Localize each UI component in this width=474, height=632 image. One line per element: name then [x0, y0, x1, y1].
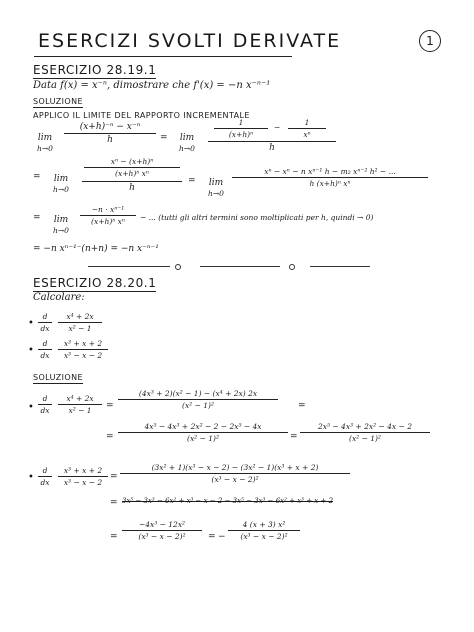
limit-label: lim h→0 — [53, 174, 69, 194]
lim-sub: h→0 — [37, 144, 53, 153]
bullet: • — [28, 402, 34, 413]
step4-denominator: (x+h)ⁿ xⁿ — [91, 217, 125, 226]
step1-denominator: h — [107, 135, 113, 145]
title-underline — [34, 56, 292, 57]
equals-sign: = — [106, 401, 114, 411]
solution-1-fraction: x⁴ + 2x x² − 1 — [58, 394, 102, 415]
limit-label: lim h→0 — [208, 178, 224, 198]
separator-line — [200, 266, 280, 267]
solution-2-step-1: (3x² + 1)(x³ − x − 2) − (3x² − 1)(x³ + x + 2) (x³ − x − 2)² — [120, 463, 350, 484]
page-title: ESERCIZI SVOLTI DERIVATE — [38, 30, 342, 52]
step4-numerator: −n · xⁿ⁻¹ — [91, 205, 125, 214]
minus-sign: − — [218, 532, 226, 542]
solution-2-step-3: −4x³ − 12x² (x³ − x − 2)² — [122, 520, 202, 541]
step3-fraction — [232, 167, 428, 188]
equals-sign: = — [33, 172, 41, 182]
step1b-fraction: 1 (x+h)ⁿ − 1 xⁿ h — [208, 118, 336, 153]
bullet: • — [28, 472, 34, 483]
step2-fraction — [82, 157, 182, 193]
exercise-1-statement: Data f(x) = x⁻ⁿ, dimostrare che f'(x) = −n x⁻ⁿ⁻¹ — [33, 80, 271, 91]
equals-sign: = — [33, 213, 41, 223]
derivative-operator: d dx — [38, 312, 52, 333]
separator-line — [88, 266, 170, 267]
bullet: • — [28, 345, 34, 356]
step1b-denominator: h — [269, 143, 275, 153]
step1-numerator: (x+h)⁻ⁿ − x⁻ⁿ — [79, 122, 141, 132]
solution-1-step-1: (4x³ + 2)(x² − 1) − (x⁴ + 2x) 2x (x² − 1)² — [118, 389, 278, 410]
limit-label: lim h→0 — [179, 133, 195, 153]
equals-sign: = — [110, 472, 118, 482]
exercise-2-solution-label: SOLUZIONE — [33, 373, 83, 382]
equals-sign: = — [298, 401, 306, 411]
exercise-1-solution-label: SOLUZIONE — [33, 97, 83, 106]
step4-remark: − ... (tutti gli altri termini sono moltiplicati per h, quindi → 0) — [140, 213, 374, 222]
step1-fraction — [64, 122, 156, 145]
step4-fraction — [80, 205, 136, 226]
solution-1-step-3: 2x⁵ − 4x³ + 2x² − 4x − 2 (x² − 1)² — [300, 422, 430, 443]
solution-2-step-4: 4 (x + 3) x² (x³ − x − 2)² — [228, 520, 300, 541]
derivative-operator: d dx — [38, 394, 52, 415]
step2-inner-denominator: (x+h)ⁿ xⁿ — [115, 169, 149, 178]
solution-2-step-2: 3x⁵ − 3x³ − 6x² + x³ − x − 2 − 3x⁵ − 3x³ − 6x² + x³ + x + 2 — [122, 497, 334, 505]
equals-sign: = — [110, 532, 118, 542]
step3-denominator: h (x+h)ⁿ xⁿ — [309, 179, 351, 188]
solution-1-step-2: 4x⁵ − 4x³ + 2x² − 2 − 2x⁵ − 4x (x² − 1)² — [118, 422, 288, 443]
separator-line — [310, 266, 370, 267]
step3-numerator: xⁿ − xⁿ − n xⁿ⁻¹ h − m₂ xⁿ⁻² h² − ... — [264, 167, 396, 176]
exercise-1-heading: ESERCIZIO 28.19.1 — [33, 63, 157, 77]
equals-sign: = — [188, 176, 196, 186]
item-1-fraction: x⁴ + 2x x² − 1 — [58, 312, 102, 333]
item-2-fraction: x³ + x + 2 x³ − x − 2 — [58, 339, 108, 360]
equals-sign: = — [110, 498, 118, 508]
limit-label — [30, 125, 60, 153]
step5-result: = −n xⁿ⁻¹⁻(n+n) = −n x⁻ⁿ⁻¹ — [33, 244, 159, 254]
page-number-badge: 1 — [419, 30, 441, 52]
derivative-operator: d dx — [38, 339, 52, 360]
exercise-1-method: APPLICO IL LIMITE DEL RAPPORTO INCREMENTALE — [33, 111, 250, 120]
limit-label: lim h→0 — [53, 215, 69, 235]
exercise-2-prompt: Calcolare: — [33, 292, 85, 303]
separator-dot — [175, 264, 181, 270]
step2-denominator: h — [129, 183, 135, 193]
equals-sign: = — [290, 432, 298, 442]
derivative-operator: d dx — [38, 466, 52, 487]
equals-sign: = — [106, 432, 114, 442]
equals-sign: = — [160, 133, 168, 143]
separator-dot — [289, 264, 295, 270]
exercise-2-heading: ESERCIZIO 28.20.1 — [33, 276, 157, 290]
lim-text: lim — [37, 133, 53, 143]
solution-2-fraction: x³ + x + 2 x³ − x − 2 — [58, 466, 108, 487]
bullet: • — [28, 318, 34, 329]
step2-inner-numerator: xⁿ − (x+h)ⁿ — [110, 157, 154, 166]
equals-sign: = — [208, 532, 216, 542]
